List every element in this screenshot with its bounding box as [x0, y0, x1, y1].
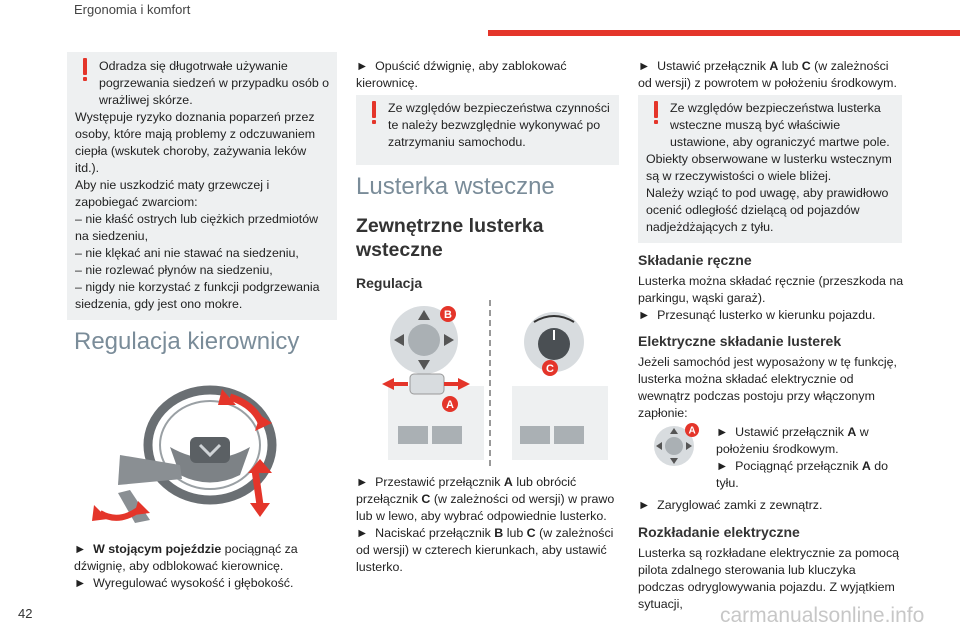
- page-number: 42: [18, 606, 33, 621]
- warning-line: – nie rozlewać płynów na siedzeniu,: [75, 263, 273, 277]
- heading-mirrors: Lusterka wsteczne: [356, 173, 555, 200]
- electric-fold-text: Jeżeli samochód jest wyposażony w tę funkcję, lusterka można składać elektrycznie od wewnątrz podczas postoju przy włączonym zapłonie:: [638, 355, 897, 420]
- triangle-right-icon: ►: [638, 308, 651, 322]
- mirror-switch-fold-icon: [652, 422, 700, 468]
- triangle-right-icon: ►: [356, 475, 369, 489]
- warning-line: – nie kłaść ostrych lub ciężkich przedmiotów na siedzeniu,: [75, 212, 319, 243]
- triangle-right-icon: ►: [716, 459, 729, 473]
- heading-manual-fold: Składanie ręczne: [638, 252, 752, 268]
- heading-steering-adjust: Regulacja kierownicy: [74, 328, 300, 355]
- warning-box-safety-stop: Ze względów bezpieczeństwa czynności te należy bezwzględnie wykonywać po zatrzymaniu samochodu.: [356, 95, 619, 165]
- header-accent-bar: [488, 30, 960, 36]
- heading-external-mirrors: Zewnętrzne lusterka wsteczne: [356, 215, 544, 261]
- exclamation-icon: [81, 58, 89, 81]
- step-unlock-steering: ► W stojącym pojeździe pociągnąć za dźwignię, aby odblokować kierownicę. ► Wyregulować wysokość i głębokość.: [74, 542, 298, 590]
- label-c: C: [546, 363, 554, 375]
- warning-line: Występuje ryzyko doznania poparzeń przez osoby, które mają problemy z odczuwaniem ciepła (wskutek choroby, zażywania leków itd.).: [75, 110, 316, 175]
- warning-line: – nie klękać ani nie stawać na siedzeniu,: [75, 246, 299, 260]
- warning-text: Odradza się długotrwałe używanie pogrzewania siedzeń w przypadku osób o wrażliwej skórze.: [99, 59, 330, 107]
- mirror-switch-illustration: [382, 300, 622, 468]
- triangle-right-icon: ►: [638, 498, 651, 512]
- heading-regulacja: Regulacja: [356, 275, 423, 291]
- label-b: B: [444, 309, 452, 321]
- steps-mirror-adjust: ► Przestawić przełącznik A lub obrócić przełącznik C (w zależności od wersji) w prawo lub w lewo, aby wybrać odpowiednie lusterko. ► Naciskać przełącznik B lub C (w zależności od wersji) w czterech kierunkach, aby ustawić lusterko.: [356, 475, 615, 574]
- heading-electric-unfold: Rozkładanie elektryczne: [638, 524, 800, 540]
- header-title: Ergonomia i komfort: [74, 2, 191, 17]
- steps-electric-fold: ► Ustawić przełącznik A w położeniu środkowym. ► Pociągnąć przełącznik A do tyłu.: [716, 425, 889, 490]
- steering-wheel-illustration: [90, 375, 290, 535]
- warning-box-mirror-blind-spot: Ze względów bezpieczeństwa lusterka wsteczne muszą być właściwie ustawione, aby ograniczyć martwe pole. Obiekty obserwowane w lusterku wstecznym są w rzeczywistości o wiele bliżej. Należy wziąć to pod uwagę, aby prawidłowo ocenić odległość dzielącą od pojazdów nadjeżdżających z tyłu.: [638, 95, 902, 243]
- manual-fold-text: Lusterka można składać ręcznie (przeszkoda na parkingu, wąski garaż). ► Przesunąć lusterko w kierunku pojazdu.: [638, 274, 904, 322]
- label-a: A: [446, 399, 454, 411]
- electric-unfold-text: Lusterka są rozkładane elektrycznie za pomocą pilota zdalnego sterowania lub kluczyka podczas odryglowywania pojazdu. Z wyjątkiem sytuacji,: [638, 546, 900, 611]
- exclamation-icon: [370, 101, 378, 124]
- label-a: A: [688, 425, 696, 437]
- warning-box-heated-seats: [67, 52, 337, 320]
- triangle-right-icon: ►: [74, 542, 87, 556]
- warning-line: – nigdy nie korzystać z funkcji podgrzewania siedzenia, gdy jest ono mokre.: [75, 280, 320, 311]
- exclamation-icon: [652, 101, 660, 124]
- triangle-right-icon: ►: [74, 576, 87, 590]
- triangle-right-icon: ►: [638, 59, 651, 73]
- warning-line: Aby nie uszkodzić maty grzewczej i zapobiegać zwarciom:: [75, 178, 270, 209]
- step-lock-steering: ► Opuścić dźwignię, aby zablokować kierownicę.: [356, 59, 567, 90]
- triangle-right-icon: ►: [356, 526, 369, 540]
- watermark: carmanualsonline.info: [720, 604, 925, 627]
- step-lock-doors: ► Zaryglować zamki z zewnątrz.: [638, 498, 823, 512]
- triangle-right-icon: ►: [356, 59, 369, 73]
- triangle-right-icon: ►: [716, 425, 729, 439]
- step-return-center: ► Ustawić przełącznik A lub C (w zależności od wersji) z powrotem w położeniu środkowym.: [638, 59, 897, 90]
- heading-electric-fold: Elektryczne składanie lusterek: [638, 333, 842, 349]
